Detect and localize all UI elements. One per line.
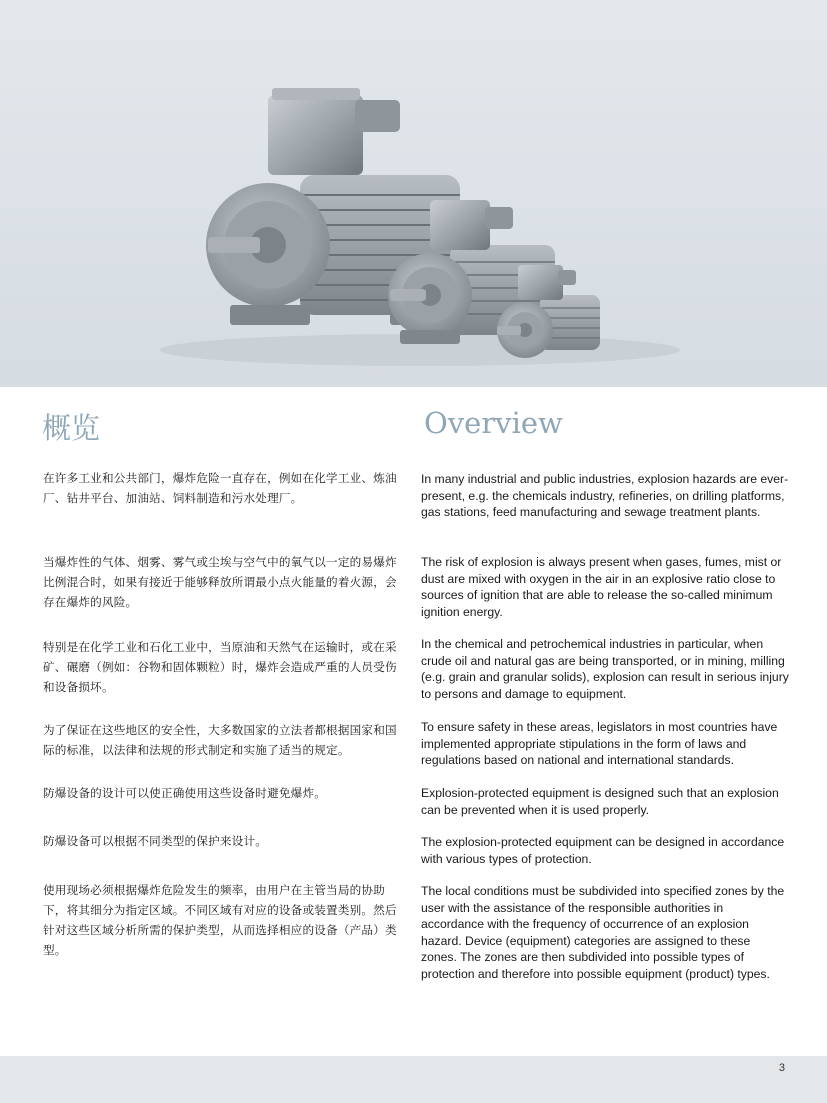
paragraph-en-4: To ensure safety in these areas, legislators in most countries have implemented appropriate stipulations in the form of laws and regulations based on national and international standards.	[421, 720, 778, 768]
heading-cn: 概览	[42, 411, 101, 445]
footer-bar	[0, 1056, 827, 1103]
heading-en: Overview	[424, 406, 563, 440]
paragraph-cn-5: 防爆设备的设计可以使正确使用这些设备时避免爆炸。	[43, 786, 327, 800]
explosion-protected-motors-image	[0, 0, 827, 387]
paragraph-en-3: In the chemical and petrochemical industries in particular, when crude oil and natural gas are being transported, or in mining, milling (e.g. grain and granular solids), explosion can result in serious injury to persons and damage to equipment.	[421, 637, 789, 701]
paragraph-en-6: The explosion-protected equipment can be designed in accordance with various types of protection.	[421, 835, 785, 866]
paragraph-en-1: In many industrial and public industries, explosion hazards are ever-present, e.g. the chemicals industry, refineries, on drilling platforms, gas stations, feed manufacturing and sewage treatment plants.	[421, 472, 789, 520]
paragraph-cn-2: 当爆炸性的气体、烟雾、雾气或尘埃与空气中的氧气以一定的易爆炸比例混合时，如果有接近于能够释放所谓最小点火能量的着火源，会存在爆炸的风险。	[43, 555, 397, 609]
paragraph-en-2: The risk of explosion is always present when gases, fumes, mist or dust are mixed with oxygen in the air in an explosive ratio close to sources of ignition that are able to release the so-called minimum ignition energy.	[421, 555, 782, 619]
paragraph-cn-1: 在许多工业和公共部门，爆炸危险一直存在，例如在化学工业、炼油厂、钻井平台、加油站、饲料制造和污水处理厂。	[43, 471, 397, 505]
paragraph-en-7: The local conditions must be subdivided into specified zones by the user with the assistance of the responsible authorities in accordance with the frequency of occurrence of an explosion hazard. Device (equipment) categories are assigned to these zones. The zones are then subdivided into possible types of protection and therefore into possible equipment (product) types.	[421, 884, 785, 981]
paragraph-cn-7: 使用现场必须根据爆炸危险发生的频率，由用户在主管当局的协助下，将其细分为指定区域。不同区域有对应的设备或装置类别。然后针对这些区域分析所需的保护类型，从而选择相应的设备（产品）类型。	[43, 883, 397, 957]
paragraph-cn-3: 特别是在化学工业和石化工业中，当原油和天然气在运输时，或在采矿、碾磨（例如：谷物和固体颗粒）时，爆炸会造成严重的人员受伤和设备损坏。	[43, 640, 397, 694]
paragraph-cn-6: 防爆设备可以根据不同类型的保护来设计。	[43, 834, 268, 848]
page-number: 3	[778, 1062, 785, 1074]
hero-banner	[0, 0, 827, 387]
paragraph-en-5: Explosion-protected equipment is designed such that an explosion can be prevented when it is used properly.	[421, 786, 779, 817]
paragraph-cn-4: 为了保证在这些地区的安全性，大多数国家的立法者都根据国家和国际的标准，以法律和法规的形式制定和实施了适当的规定。	[43, 723, 397, 757]
